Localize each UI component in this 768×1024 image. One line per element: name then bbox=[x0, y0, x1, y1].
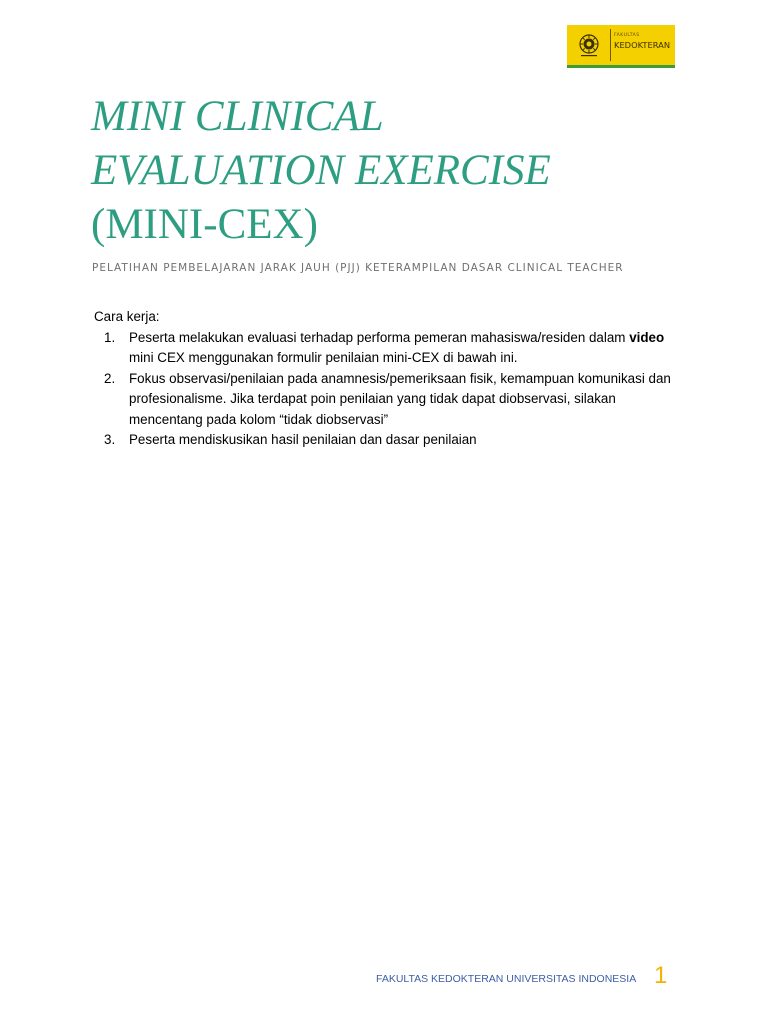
logo-small-text: FAKULTAS bbox=[614, 33, 640, 38]
instructions-section bbox=[94, 307, 684, 451]
faculty-logo bbox=[567, 25, 675, 68]
instructions-heading: Cara kerja: bbox=[94, 309, 160, 324]
list-item bbox=[94, 369, 684, 431]
instructions-list bbox=[94, 328, 684, 451]
title-line-2: EVALUATION EXERCISE bbox=[91, 147, 551, 194]
list-item-number: 2. bbox=[104, 370, 116, 386]
list-item-text: Fokus observasi/penilaian pada anamnesis/pemeriksaan fisik, kemampuan komunikasi dan profesionalisme. Jika terdapat poin penilaian yang tidak dapat diobservasi, silakan mencentang pada kolom “tidak diobservasi” bbox=[129, 370, 671, 427]
list-item bbox=[94, 430, 684, 451]
list-item-number: 3. bbox=[104, 432, 116, 447]
footer-text: FAKULTAS KEDOKTERAN UNIVERSITAS INDONESIA bbox=[376, 973, 637, 985]
title-line-3: (MINI-CEX) bbox=[91, 201, 318, 248]
list-item bbox=[94, 328, 684, 369]
list-item-text: Peserta melakukan evaluasi terhadap performa pemeran mahasiswa/residen dalam bbox=[129, 329, 626, 345]
logo-big-text: KEDOKTERAN bbox=[614, 40, 671, 50]
list-item-number: 1. bbox=[104, 329, 116, 345]
document-title bbox=[91, 90, 551, 252]
page-number: 1 bbox=[654, 962, 668, 989]
list-item-text: Peserta mendiskusikan hasil penilaian dan dasar penilaian bbox=[129, 432, 477, 447]
title-line-1: MINI CLINICAL bbox=[91, 93, 384, 140]
logo-divider bbox=[610, 29, 611, 61]
list-item-text: mini CEX menggunakan formulir penilaian mini-CEX di bawah ini. bbox=[129, 350, 518, 365]
document-subtitle: PELATIHAN PEMBELAJARAN JARAK JAUH (PJJ) KETERAMPILAN DASAR CLINICAL TEACHER bbox=[92, 262, 624, 274]
list-item-bold-text: video bbox=[629, 329, 665, 345]
university-emblem-icon bbox=[576, 32, 602, 58]
